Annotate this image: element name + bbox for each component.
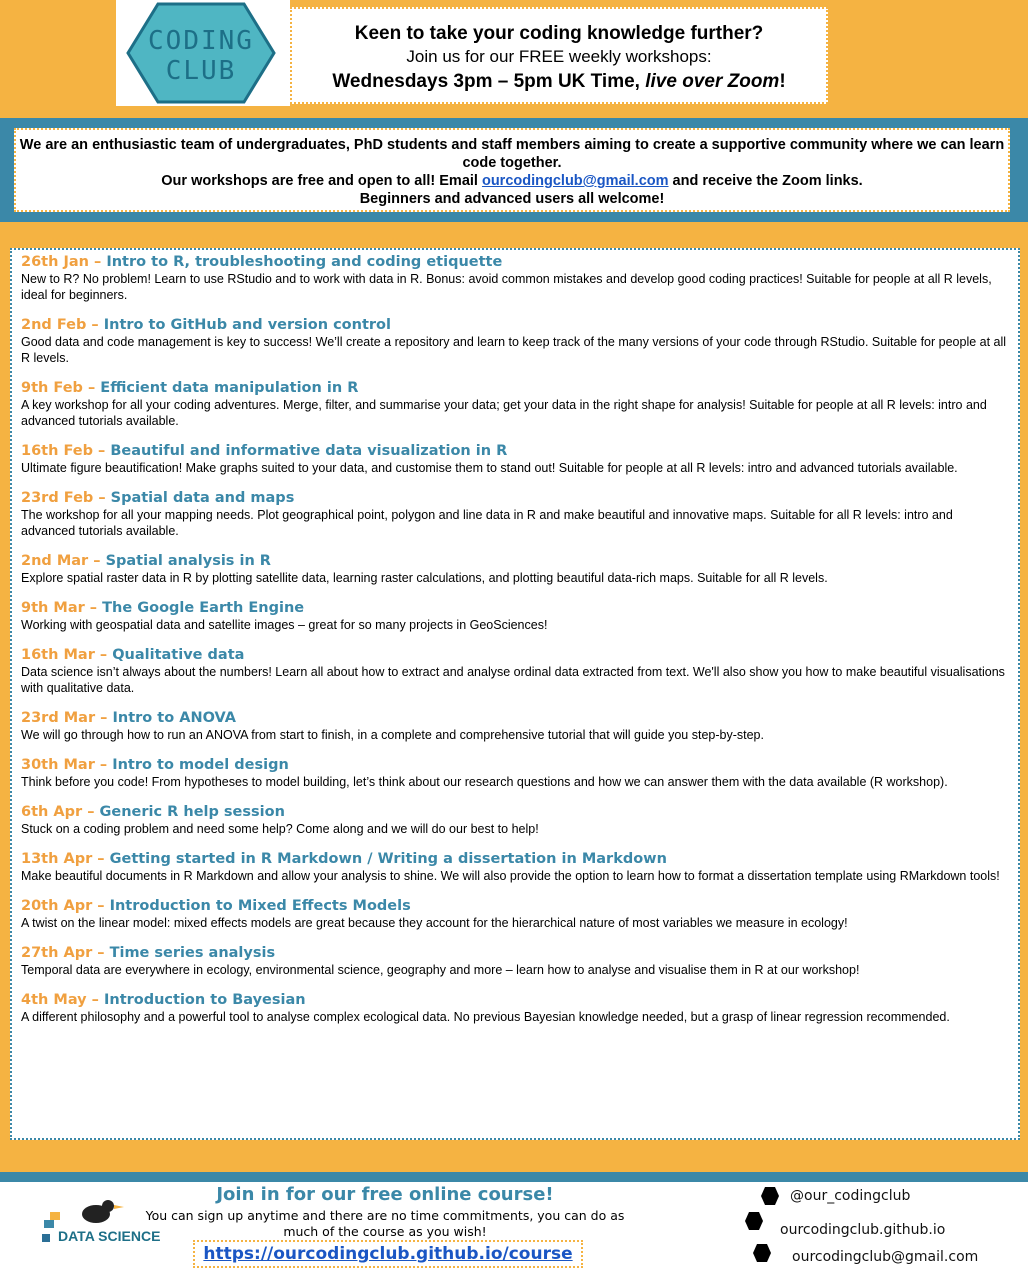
session-heading (21, 553, 1018, 570)
session-date: 27th Apr – (21, 945, 105, 961)
session-item (21, 443, 1018, 476)
session-date: 23rd Feb – (21, 490, 106, 506)
session-date: 4th May – (21, 992, 99, 1008)
session-heading (21, 490, 1018, 507)
footer (0, 1182, 1028, 1270)
logo-line-1: CODING (148, 26, 254, 56)
session-topic: Intro to ANOVA (107, 710, 236, 726)
when-text: Wednesdays 3pm – 5pm UK Time, (332, 71, 646, 92)
email-link[interactable]: ourcodingclub@gmail.com (481, 173, 669, 189)
session-date: 20th Apr – (21, 898, 105, 914)
email-icon[interactable] (752, 1243, 772, 1263)
session-heading (21, 647, 1018, 664)
session-description: Good data and code management is key to success! We’ll create a repository and learn to keep track of the many versions of your code through RStudio. Suitable for people at all R levels. (21, 335, 1007, 365)
session-item (21, 380, 1018, 429)
session-topic: Getting started in R Markdown / Writing a dissertation in Markdown (104, 851, 667, 867)
logo-line-2: CLUB (165, 56, 237, 86)
session-item (21, 945, 1018, 978)
header-box (290, 7, 828, 104)
session-topic: Spatial analysis in R (100, 553, 271, 569)
session-heading (21, 380, 1018, 397)
twitter-handle[interactable]: @our_codingclub (790, 1188, 911, 1204)
session-heading (21, 804, 1018, 821)
footer-band (0, 1172, 1028, 1182)
session-description: New to R? No problem! Learn to use RStudio and to work with data in R. Bonus: avoid common mistakes and develop good coding practices! Suitable for people at all R levels, ideal for beginners. (21, 272, 992, 302)
course-link-box (193, 1240, 583, 1268)
session-item (21, 600, 1018, 633)
header-title: Keen to take your coding knowledge further? (354, 23, 764, 44)
session-topic: Introduction to Bayesian (98, 992, 306, 1008)
header-schedule (292, 71, 826, 93)
session-topic: Spatial data and maps (105, 490, 295, 506)
session-description: A twist on the linear model: mixed effects models are great because they account for the hierarchical nature of most variables we measure in ecology! (21, 916, 848, 930)
session-heading (21, 851, 1018, 868)
session-topic: The Google Earth Engine (97, 600, 305, 616)
session-heading (21, 317, 1018, 334)
session-topic: Efficient data manipulation in R (95, 380, 359, 396)
website-link[interactable]: ourcodingclub.github.io (780, 1222, 946, 1238)
session-date: 16th Feb – (21, 443, 106, 459)
session-topic: Intro to model design (107, 757, 289, 773)
intro-line-3: Beginners and advanced users all welcome! (359, 191, 665, 207)
session-date: 9th Feb – (21, 380, 96, 396)
intro-box (14, 128, 1010, 212)
session-item (21, 490, 1018, 539)
session-item (21, 757, 1018, 790)
session-topic: Intro to GitHub and version control (98, 317, 391, 333)
github-icon[interactable] (744, 1211, 764, 1231)
session-item (21, 647, 1018, 696)
header-subtitle: Join us for our FREE weekly workshops: (406, 47, 712, 66)
intro-line-2-suffix: and receive the Zoom links. (668, 173, 863, 189)
session-date: 2nd Feb – (21, 317, 99, 333)
course-subtitle: You can sign up anytime and there are no time commitments, you can do as much of the course as you wish! (145, 1208, 625, 1239)
when-italic: live over Zoom (645, 71, 780, 92)
data-science-logo-icon (38, 1190, 148, 1260)
session-description: A different philosophy and a powerful tool to analyse complex ecological data. No previous Bayesian knowledge needed, but a grasp of linear regression recommended. (21, 1010, 950, 1024)
session-item (21, 317, 1018, 366)
session-item (21, 804, 1018, 837)
intro-line-2-prefix: Our workshops are free and open to all! Email (161, 173, 482, 189)
session-heading (21, 254, 1018, 271)
session-heading (21, 710, 1018, 727)
session-date: 23rd Mar – (21, 710, 108, 726)
session-description: Ultimate figure beautification! Make graphs suited to your data, and customise them to stand out! Suitable for people at all R levels: intro and advanced tutorials available. (21, 461, 958, 475)
session-date: 16th Mar – (21, 647, 108, 663)
session-date: 26th Jan – (21, 254, 102, 270)
session-topic: Generic R help session (94, 804, 285, 820)
session-heading (21, 898, 1018, 915)
session-item (21, 553, 1018, 586)
session-description: The workshop for all your mapping needs. Plot geographical point, polygon and line data in R and make beautiful and innovative maps. Suitable for all R levels: intro and advanced tutorials available. (21, 508, 953, 538)
session-topic: Beautiful and informative data visualization in R (105, 443, 508, 459)
course-link[interactable]: https://ourcodingclub.github.io/course (203, 1244, 573, 1264)
session-topic: Qualitative data (107, 647, 245, 663)
session-date: 6th Apr – (21, 804, 95, 820)
session-date: 13th Apr – (21, 851, 105, 867)
session-topic: Introduction to Mixed Effects Models (104, 898, 411, 914)
session-date: 2nd Mar – (21, 553, 101, 569)
session-description: A key workshop for all your coding adventures. Merge, filter, and summarise your data; get your data in the right shape for analysis! Suitable for people at all R levels: intro and advanced tutorials available. (21, 398, 987, 428)
session-heading (21, 992, 1018, 1009)
session-item (21, 898, 1018, 931)
email-contact[interactable]: ourcodingclub@gmail.com (792, 1249, 979, 1265)
when-suffix: ! (779, 71, 786, 92)
session-date: 30th Mar – (21, 757, 108, 773)
session-item (21, 254, 1018, 303)
session-topic: Time series analysis (104, 945, 276, 961)
session-date: 9th Mar – (21, 600, 98, 616)
session-heading (21, 945, 1018, 962)
session-topic: Intro to R, troubleshooting and coding etiquette (101, 254, 503, 270)
coding-club-logo (116, 0, 290, 106)
session-description: Data science isn’t always about the numbers! Learn all about how to extract and analyse ordinal data extracted from text. We'll also show you how to make beautiful visualisations with qualitative data. (21, 665, 1005, 695)
session-item (21, 710, 1018, 743)
session-description: Explore spatial raster data in R by plotting satellite data, learning raster calculations, and plotting beautiful data-rich maps. Suitable for all R levels. (21, 571, 828, 585)
session-heading (21, 757, 1018, 774)
twitter-icon[interactable] (760, 1186, 780, 1206)
session-item (21, 992, 1018, 1025)
schedule-list (10, 248, 1020, 1140)
session-description: Temporal data are everywhere in ecology, environmental science, geography and more – learn how to analyse and visualise them in R at our workshop! (21, 963, 860, 977)
session-description: We will go through how to run an ANOVA from start to finish, in a complete and comprehensive tutorial that will guide you step-by-step. (21, 728, 764, 742)
session-description: Think before you code! From hypotheses to model building, let’s think about our research questions and how we can answer them with the data available (R workshop). (21, 775, 948, 789)
session-description: Working with geospatial data and satellite images – great for so many projects in GeoSciences! (21, 618, 548, 632)
intro-line-2 (16, 172, 1008, 190)
session-description: Stuck on a coding problem and need some help? Come along and we will do our best to help! (21, 822, 539, 836)
session-item (21, 851, 1018, 884)
session-description: Make beautiful documents in R Markdown and allow your analysis to shine. We will also provide the option to learn how to format a dissertation template using RMarkdown tools! (21, 869, 1000, 883)
intro-line-1: We are an enthusiastic team of undergraduates, PhD students and staff members aiming to create a supportive community where we can learn code together. (19, 137, 1005, 171)
data-science-label: DATA SCIENCE (58, 1228, 161, 1244)
course-title: Join in for our free online course! (216, 1184, 554, 1205)
logo-text (126, 26, 276, 86)
session-heading (21, 600, 1018, 617)
session-heading (21, 443, 1018, 460)
